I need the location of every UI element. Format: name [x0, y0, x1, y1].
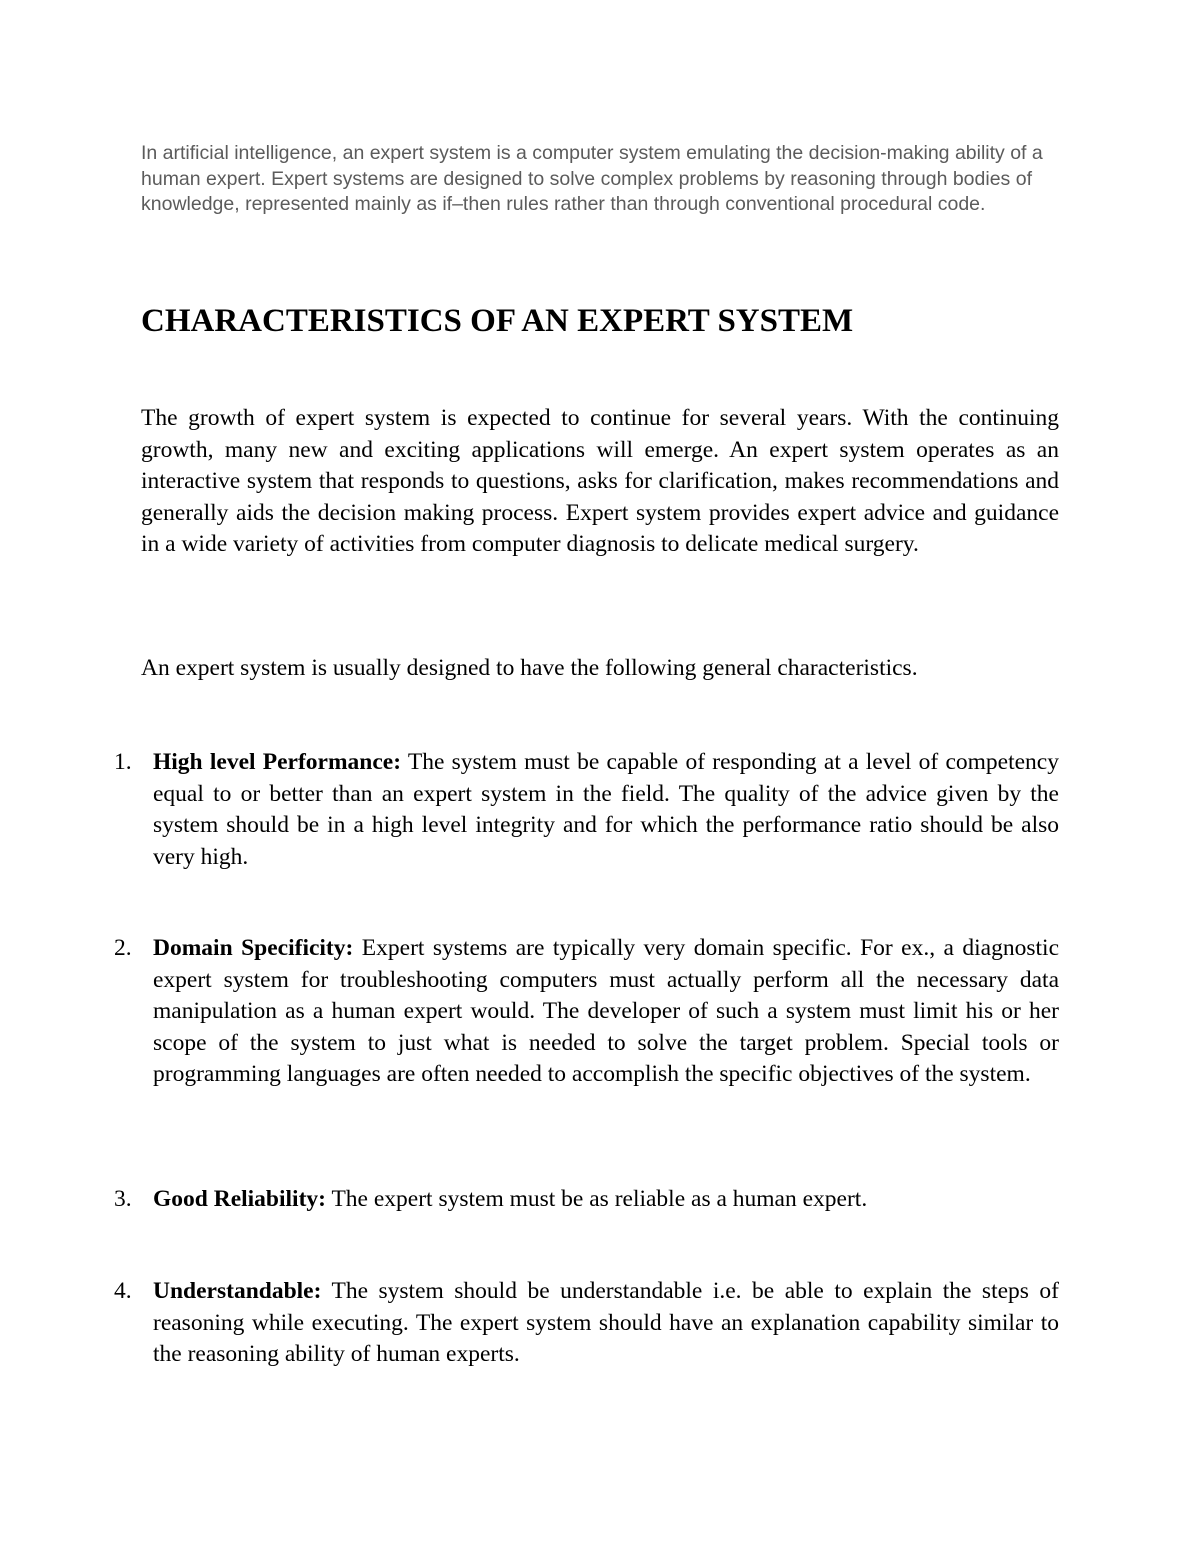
list-item-body	[153, 747, 1059, 873]
list-number: 2.	[114, 935, 132, 961]
list-item-text: The system should be understandable i.e. be able to explain the steps of reasoning while executing. The expert system should have an explanation capability similar to the reasoning ability of human experts.	[153, 1278, 1059, 1368]
list-item-body	[153, 1184, 1059, 1216]
list-number: 4.	[114, 1278, 132, 1304]
list-item-good-reliability	[114, 1184, 1059, 1216]
list-item-term: Good Reliability:	[153, 1186, 326, 1212]
list-item-term: High level Performance:	[153, 749, 402, 775]
list-number: 1.	[114, 749, 132, 775]
growth-paragraph: The growth of expert system is expected to continue for several years. With the continuing growth, many new and exciting applications will emerge. An expert system operates as an interactive system that responds to questions, asks for clarification, makes recommendations and generally aids the decision making process. Expert system provides expert advice and guidance in a wide variety of activities from computer diagnosis to delicate medical surgery.	[141, 405, 1059, 558]
list-item-body	[153, 1276, 1059, 1371]
list-item-term: Domain Specificity:	[153, 935, 354, 961]
lead-in-paragraph: An expert system is usually designed to have the following general characteristics.	[141, 655, 918, 681]
list-item-text: The expert system must be as reliable as a human expert.	[326, 1186, 868, 1212]
list-item-high-level-performance	[114, 747, 1059, 873]
list-item-term: Understandable:	[153, 1278, 322, 1304]
list-item-text: The system must be capable of responding at a level of competency equal to or better than an expert system in the field. The quality of the advice given by the system should be in a high level integrity and for which the performance ratio should be also very high.	[153, 749, 1059, 870]
list-item-understandable	[114, 1276, 1059, 1371]
page-title: CHARACTERISTICS OF AN EXPERT SYSTEM	[141, 303, 854, 339]
list-item-domain-specificity	[114, 933, 1059, 1091]
list-item-text: Expert systems are typically very domain specific. For ex., a diagnostic expert system for troubleshooting computers must actually perform all the necessary data manipulation as a human expert would. The developer of such a system must limit his or her scope of the system to just what is needed to solve the target problem. Special tools or programming languages are often needed to accomplish the specific objectives of the system.	[153, 935, 1059, 1088]
list-item-body	[153, 933, 1059, 1091]
list-number: 3.	[114, 1186, 132, 1212]
intro-paragraph: In artificial intelligence, an expert system is a computer system emulating the decision-making ability of a human expert. Expert systems are designed to solve complex problems by reasoning through bodies of knowledge, represented mainly as if–then rules rather than through conventional procedural code.	[141, 142, 1043, 215]
